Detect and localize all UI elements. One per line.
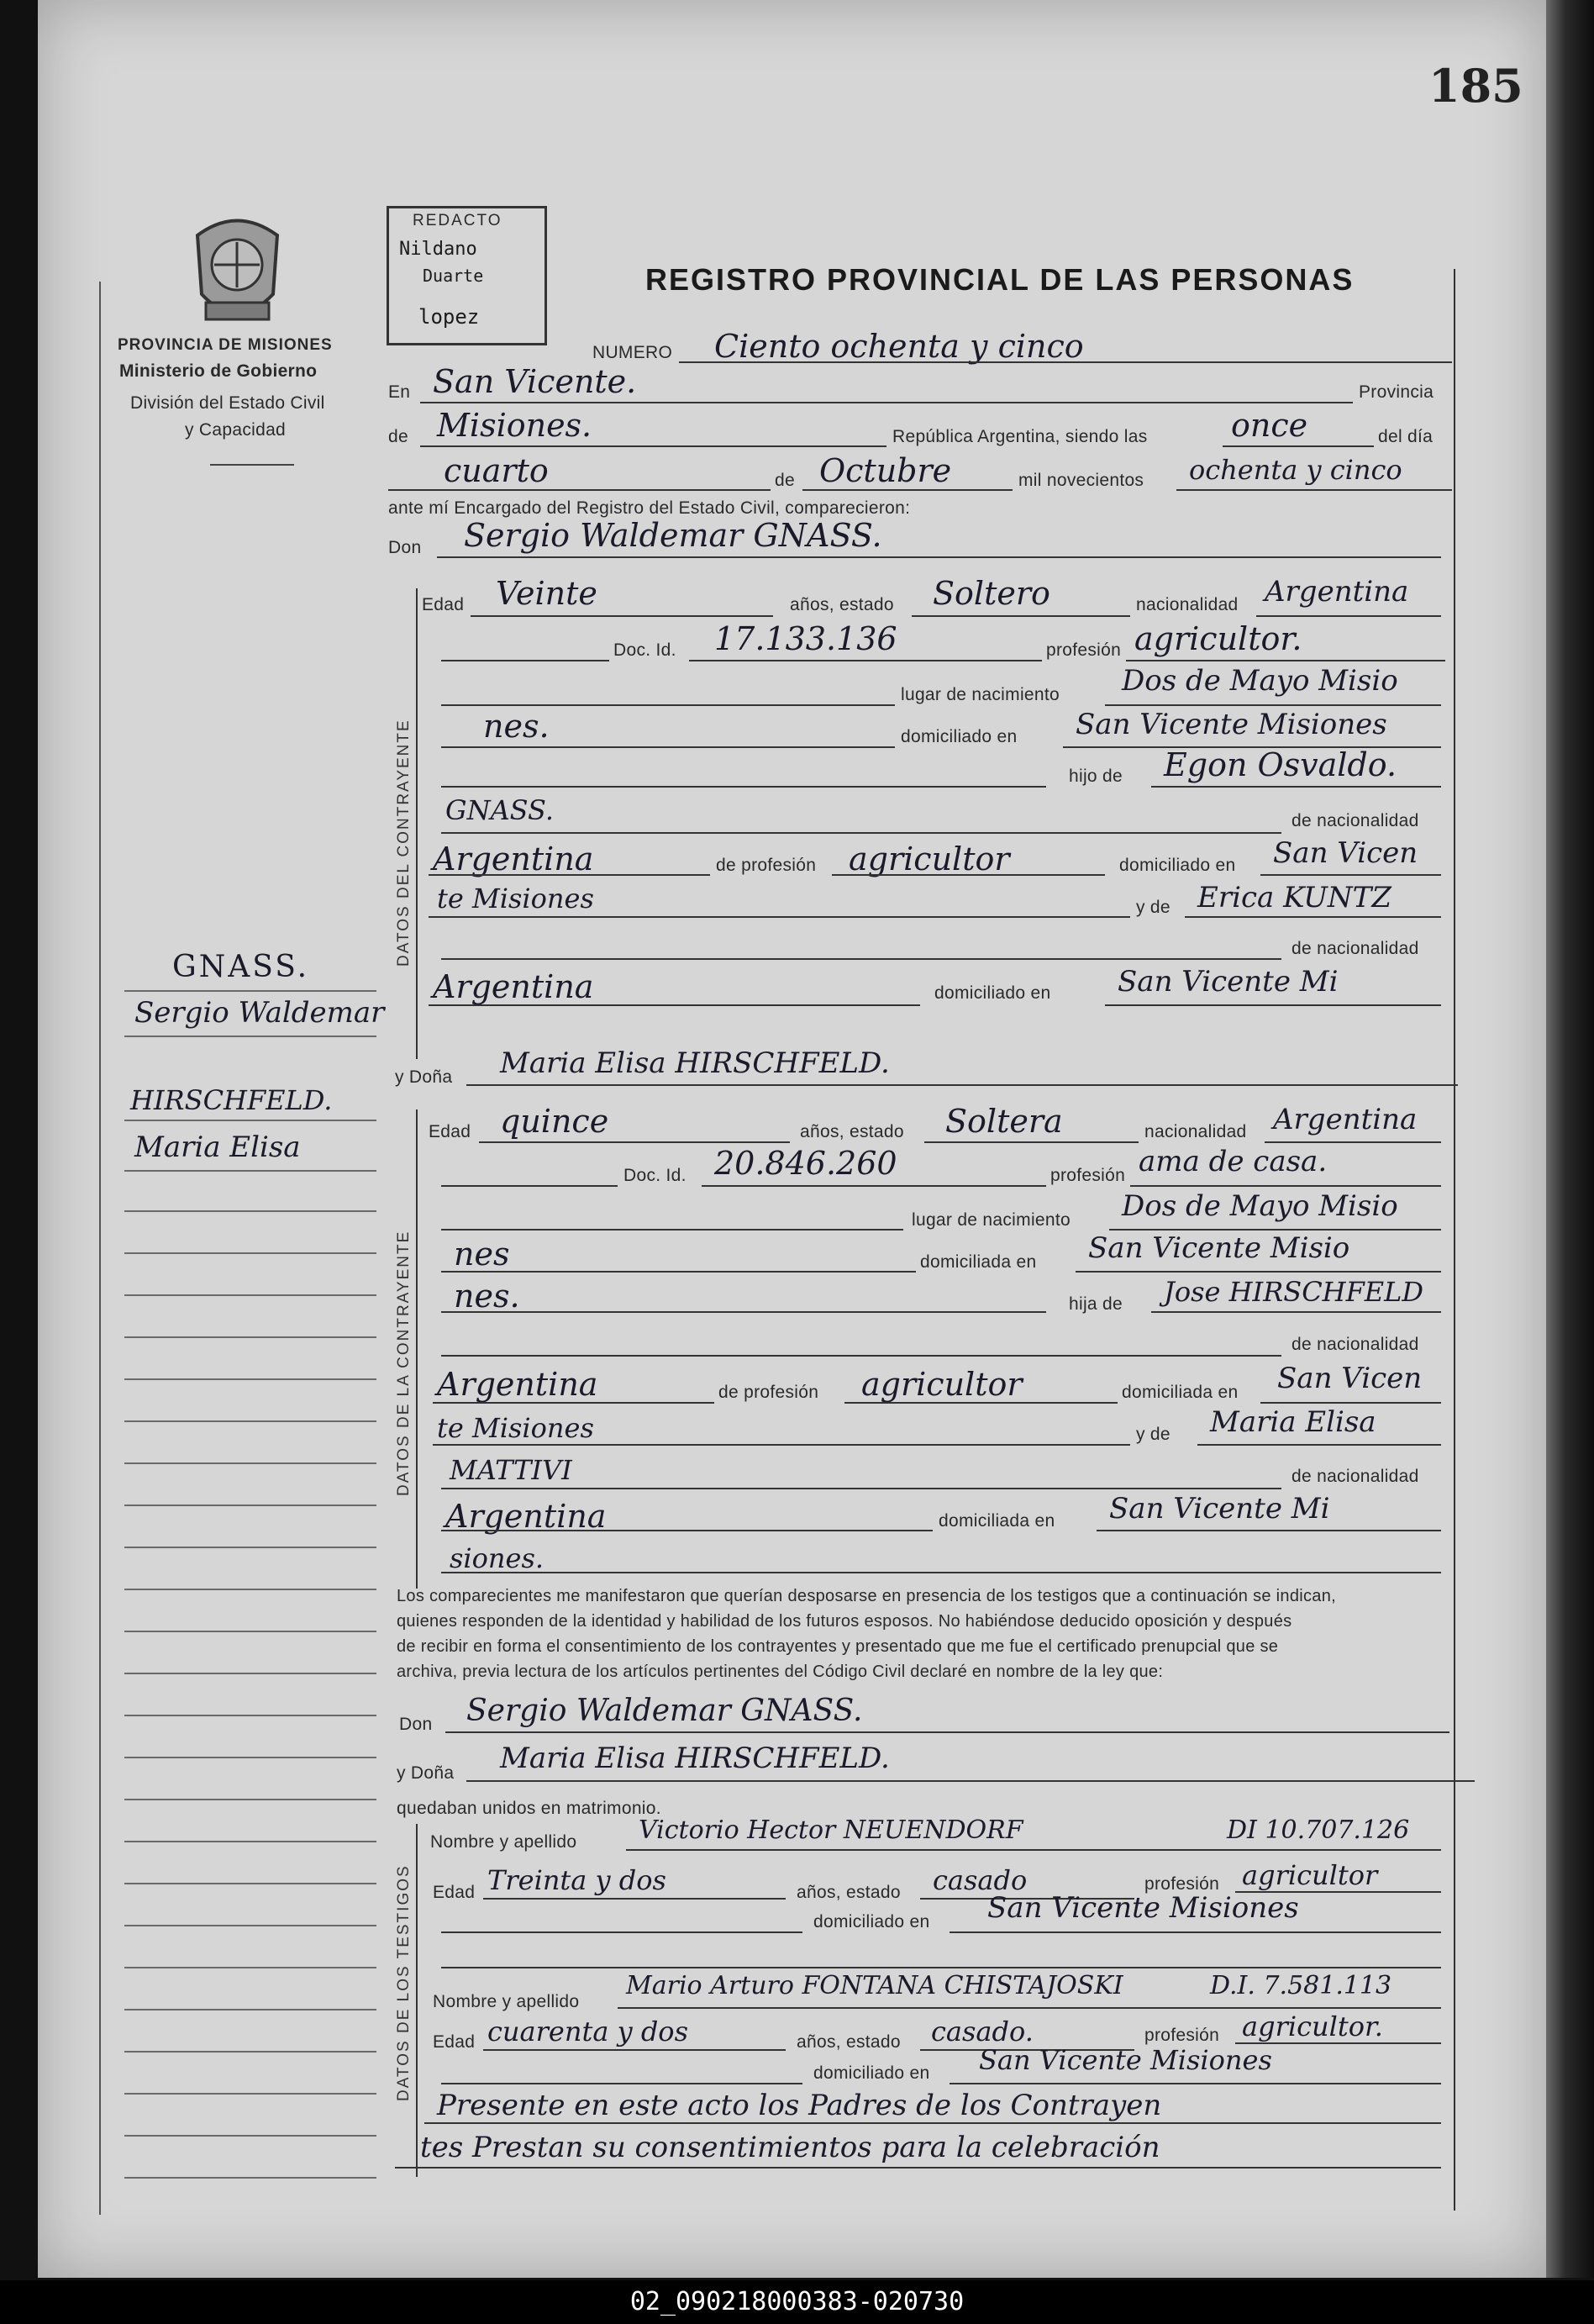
profesion-value: agricultor. [1134, 620, 1302, 657]
stamp-line3: lopez [418, 305, 480, 329]
provincia-label: Provincia [1359, 382, 1434, 402]
de-nacionalidad-label-2: de nacionalidad [1292, 939, 1419, 958]
paragraph-line-4: archiva, previa lectura de los artículos pertinentes del Código Civil declaré en nombre de la ley que: [397, 1663, 1164, 1681]
margin-rule-line [124, 1505, 376, 1506]
dona-value: Maria Elisa HIRSCHFELD. [500, 1046, 890, 1080]
lugar-nac-cont: nes. [483, 708, 550, 745]
domiciliada-label: domiciliada en [920, 1252, 1037, 1272]
coat-of-arms-seal [189, 210, 286, 328]
margin-rule-line [124, 1336, 376, 1338]
lugar-nac2-value: Dos de Mayo Misio [1122, 1189, 1398, 1223]
division-label-2: y Capacidad [185, 420, 287, 440]
datos-contrayenta-label: DATOS DE LA CONTRAYENTE [395, 1230, 413, 1496]
domiciliado-label: domiciliado en [901, 727, 1018, 746]
edad-label-3: Edad [433, 1883, 476, 1902]
testigo2-value: Mario Arturo FONTANA CHISTAJOSKI [626, 1971, 1123, 2000]
margin-rule-line [124, 2177, 376, 2179]
margin-rule-line [124, 1841, 376, 1842]
madre-nac-value: Argentina [433, 968, 594, 1005]
domicilio2-cont: nes. [454, 1278, 520, 1315]
margin-name-2-surname: HIRSCHFELD. [130, 1084, 333, 1116]
stamp-title: REDACTO [413, 212, 502, 229]
testigo2-edad-value: cuarenta y dos [487, 2016, 688, 2047]
testigo2-doc-value: D.I. 7.581.113 [1210, 1971, 1392, 2000]
margin-rule-line [124, 1420, 376, 1422]
madre-f-dom-cont: siones. [450, 1542, 544, 1574]
madre-f-value: Maria Elisa [1210, 1405, 1376, 1439]
don-label: Don [388, 538, 422, 557]
nota-line-1: Presente en este acto los Padres de los Contrayen [437, 2089, 1162, 2122]
testigo1-doc-value: DI 10.707.126 [1227, 1815, 1410, 1845]
padre-dom-cont: te Misiones [437, 883, 594, 914]
stamp-line1: Nildano [399, 239, 477, 260]
hora-value: once [1231, 407, 1308, 444]
y-de-label-2: y de [1136, 1425, 1171, 1444]
page-number: 185 [1428, 59, 1523, 113]
edad-label-2: Edad [429, 1122, 471, 1141]
domiciliado-label-5: domiciliado en [813, 2063, 930, 2083]
madre-f-dom-value: San Vicente Mi [1109, 1492, 1330, 1526]
nacionalidad-label: nacionalidad [1136, 595, 1239, 614]
testigo1-estado-value: casado [933, 1864, 1028, 1896]
hija-de-label: hija de [1069, 1294, 1123, 1314]
province-label: PROVINCIA DE MISIONES [118, 336, 333, 354]
domiciliada-label-3: domiciliada en [939, 1511, 1055, 1531]
profesion2-value: ama de casa. [1139, 1145, 1328, 1178]
paragraph-line-1: Los comparecientes me manifestaron que querían desposarse en presencia de los testigos que a continuación se indican, [397, 1587, 1336, 1605]
estado2-value: Soltera [945, 1103, 1063, 1140]
margin-rule-line [124, 1967, 376, 1968]
redacto-stamp [387, 206, 547, 345]
image-filename-footer: 02_090218000383-020730 [0, 2280, 1594, 2324]
ante-label: ante mí Encargado del Registro del Estado Civil, comparecieron: [388, 498, 911, 518]
domiciliado-label-2: domiciliado en [1119, 856, 1236, 875]
republica-label: República Argentina, siendo las [892, 427, 1148, 446]
domiciliada-label-2: domiciliada en [1122, 1383, 1239, 1402]
margin-rule-line [124, 2009, 376, 2010]
testigo1-value: Victorio Hector NEUENDORF [639, 1815, 1023, 1845]
edad-value: Veinte [496, 575, 597, 612]
nacionalidad-value: Argentina [1265, 575, 1409, 609]
nombre-apellido-label: Nombre y apellido [430, 1832, 577, 1852]
numero-label: NUMERO [592, 343, 673, 362]
dona-final-value: Maria Elisa HIRSCHFELD. [500, 1742, 890, 1775]
domicilio-value: San Vicente Misiones [1076, 708, 1387, 741]
padre-nac-value: Argentina [433, 841, 594, 877]
de-profesion-label-2: de profesión [718, 1383, 819, 1402]
de-nacionalidad-label: de nacionalidad [1292, 811, 1419, 830]
padre-f-dom-value: San Vicen [1277, 1362, 1423, 1395]
doc-value: 17.133.136 [714, 620, 897, 657]
testigo2-dom-value: San Vicente Misiones [979, 2044, 1272, 2076]
division-label: División del Estado Civil [130, 393, 325, 413]
quedaban-label: quedaban unidos en matrimonio. [397, 1799, 661, 1818]
lugar-nac-label: lugar de nacimiento [901, 685, 1060, 704]
don-final-value: Sergio Waldemar GNASS. [466, 1694, 863, 1728]
testigo1-edad-value: Treinta y dos [487, 1864, 666, 1896]
anos-estado-label: años, estado [790, 595, 894, 614]
paragraph-line-2: quienes responden de la identidad y habilidad de los futuros esposos. No habiéndose deducido oposición y después [397, 1612, 1292, 1631]
domiciliado-label-3: domiciliado en [934, 983, 1051, 1003]
edad2-value: quince [500, 1103, 609, 1140]
margin-rule-line [124, 1883, 376, 1884]
lugar-nac-value: Dos de Mayo Misio [1122, 664, 1398, 698]
madre-f-nac-value: Argentina [445, 1498, 607, 1535]
y-dona-label: y Doña [395, 1067, 453, 1087]
doc2-value: 20.846.260 [714, 1145, 897, 1182]
padre-f-nac-value: Argentina [437, 1366, 598, 1403]
y-de-label: y de [1136, 898, 1171, 917]
paragraph-line-3: de recibir en forma el consentimiento de los contrayentes y presentado que me fue el certificado prenupcial que se [397, 1637, 1279, 1656]
don-value: Sergio Waldemar GNASS. [464, 517, 882, 554]
testigo2-estado-value: casado. [931, 2016, 1034, 2047]
margin-rule-line [124, 1378, 376, 1380]
testigo2-prof-value: agricultor. [1242, 2010, 1383, 2042]
en-label: En [388, 382, 411, 402]
profesion-label-4: profesión [1144, 2026, 1220, 2045]
doc-label: Doc. Id. [613, 640, 676, 660]
edad-label: Edad [422, 595, 465, 614]
padre-f-value: Jose HIRSCHFELD [1164, 1276, 1424, 1308]
padre-dom-value: San Vicen [1273, 836, 1418, 870]
stamp-line2: Duarte [423, 266, 484, 286]
edad-label-4: Edad [433, 2032, 476, 2052]
en-value: San Vicente. [433, 363, 637, 400]
padre-f-prof-value: agricultor [861, 1366, 1023, 1403]
margin-rule-line [124, 2135, 376, 2137]
anos-estado-label-3: años, estado [797, 1883, 901, 1902]
testigo1-dom-value: San Vicente Misiones [987, 1891, 1299, 1925]
profesion-label: profesión [1046, 640, 1122, 660]
margin-rule-line [124, 1799, 376, 1800]
profesion-label-3: profesión [1144, 1874, 1220, 1894]
margin-rule-line [124, 2051, 376, 2053]
anio-value: ochenta y cinco [1189, 454, 1402, 486]
nacionalidad-label-2: nacionalidad [1144, 1122, 1247, 1141]
de-nacionalidad-label-4: de nacionalidad [1292, 1467, 1419, 1486]
domicilio2-value: San Vicente Misio [1088, 1231, 1350, 1265]
testigo1-prof-value: agricultor [1242, 1859, 1378, 1891]
y-dona-label-2: y Doña [397, 1763, 455, 1783]
doc-label-2: Doc. Id. [623, 1166, 687, 1185]
margin-rule-line [124, 1631, 376, 1632]
lugar-nac2-cont: nes [454, 1236, 510, 1273]
madre-f-apellido: MATTIVI [450, 1454, 572, 1486]
book-binding [1546, 0, 1594, 2278]
dia-value: cuarto [444, 452, 549, 489]
anos-estado-label-2: años, estado [800, 1122, 904, 1141]
margin-rule-line [124, 1252, 376, 1254]
mes-value: Octubre [819, 452, 952, 489]
de-profesion-label: de profesión [716, 856, 817, 875]
nota-line-2: tes Prestan su consentimientos para la celebración [420, 2131, 1160, 2164]
mil-label: mil novecientos [1018, 471, 1144, 490]
margin-rule-line [124, 1925, 376, 1926]
hijo-de-label: hijo de [1069, 767, 1123, 786]
document-title: REGISTRO PROVINCIAL DE LAS PERSONAS [645, 262, 1355, 297]
profesion-label-2: profesión [1050, 1166, 1126, 1185]
margin-rule-line [124, 1210, 376, 1212]
margin-rule-line [124, 1673, 376, 1674]
margin-rule-line [124, 1462, 376, 1464]
domiciliado-label-4: domiciliado en [813, 1912, 930, 1931]
de2-label: de [775, 471, 795, 490]
de-label: de [388, 427, 408, 446]
madre-dom-value: San Vicente Mi [1118, 965, 1339, 999]
ministry-label: Ministerio de Gobierno [119, 361, 318, 381]
lugar-nac-label-2: lugar de nacimiento [912, 1210, 1071, 1230]
margin-rule-line [124, 2093, 376, 2095]
margin-rule-line [124, 1757, 376, 1758]
anos-estado-label-4: años, estado [797, 2032, 901, 2052]
datos-testigos-label: DATOS DE LOS TESTIGOS [395, 1864, 413, 2101]
margin-name-2-given: Maria Elisa [134, 1130, 301, 1164]
madre-value: Erica KUNTZ [1197, 881, 1391, 914]
margin-name-1-surname: GNASS. [172, 950, 310, 984]
margin-rule-line [124, 1294, 376, 1296]
margin-name-1-given: Sergio Waldemar [134, 996, 385, 1030]
margin-rule-line [124, 1547, 376, 1548]
estado-value: Soltero [933, 575, 1050, 612]
nacionalidad2-value: Argentina [1273, 1103, 1418, 1136]
nombre-apellido-label-2: Nombre y apellido [433, 1992, 580, 2011]
padre-f-dom-cont: te Misiones [437, 1412, 594, 1444]
de-value: Misiones. [437, 407, 592, 444]
numero-value: Ciento ochenta y cinco [714, 328, 1084, 365]
del-dia-label: del día [1378, 427, 1434, 446]
padre-apellido: GNASS. [445, 794, 554, 826]
margin-rule-line [124, 1589, 376, 1590]
padre-prof-value: agricultor [849, 841, 1010, 877]
padre-value: Egon Osvaldo. [1164, 746, 1397, 783]
datos-contrayente-label: DATOS DEL CONTRAYENTE [395, 719, 413, 967]
don-label-2: Don [399, 1715, 433, 1734]
de-nacionalidad-label-3: de nacionalidad [1292, 1335, 1419, 1354]
margin-rule-line [124, 1715, 376, 1716]
